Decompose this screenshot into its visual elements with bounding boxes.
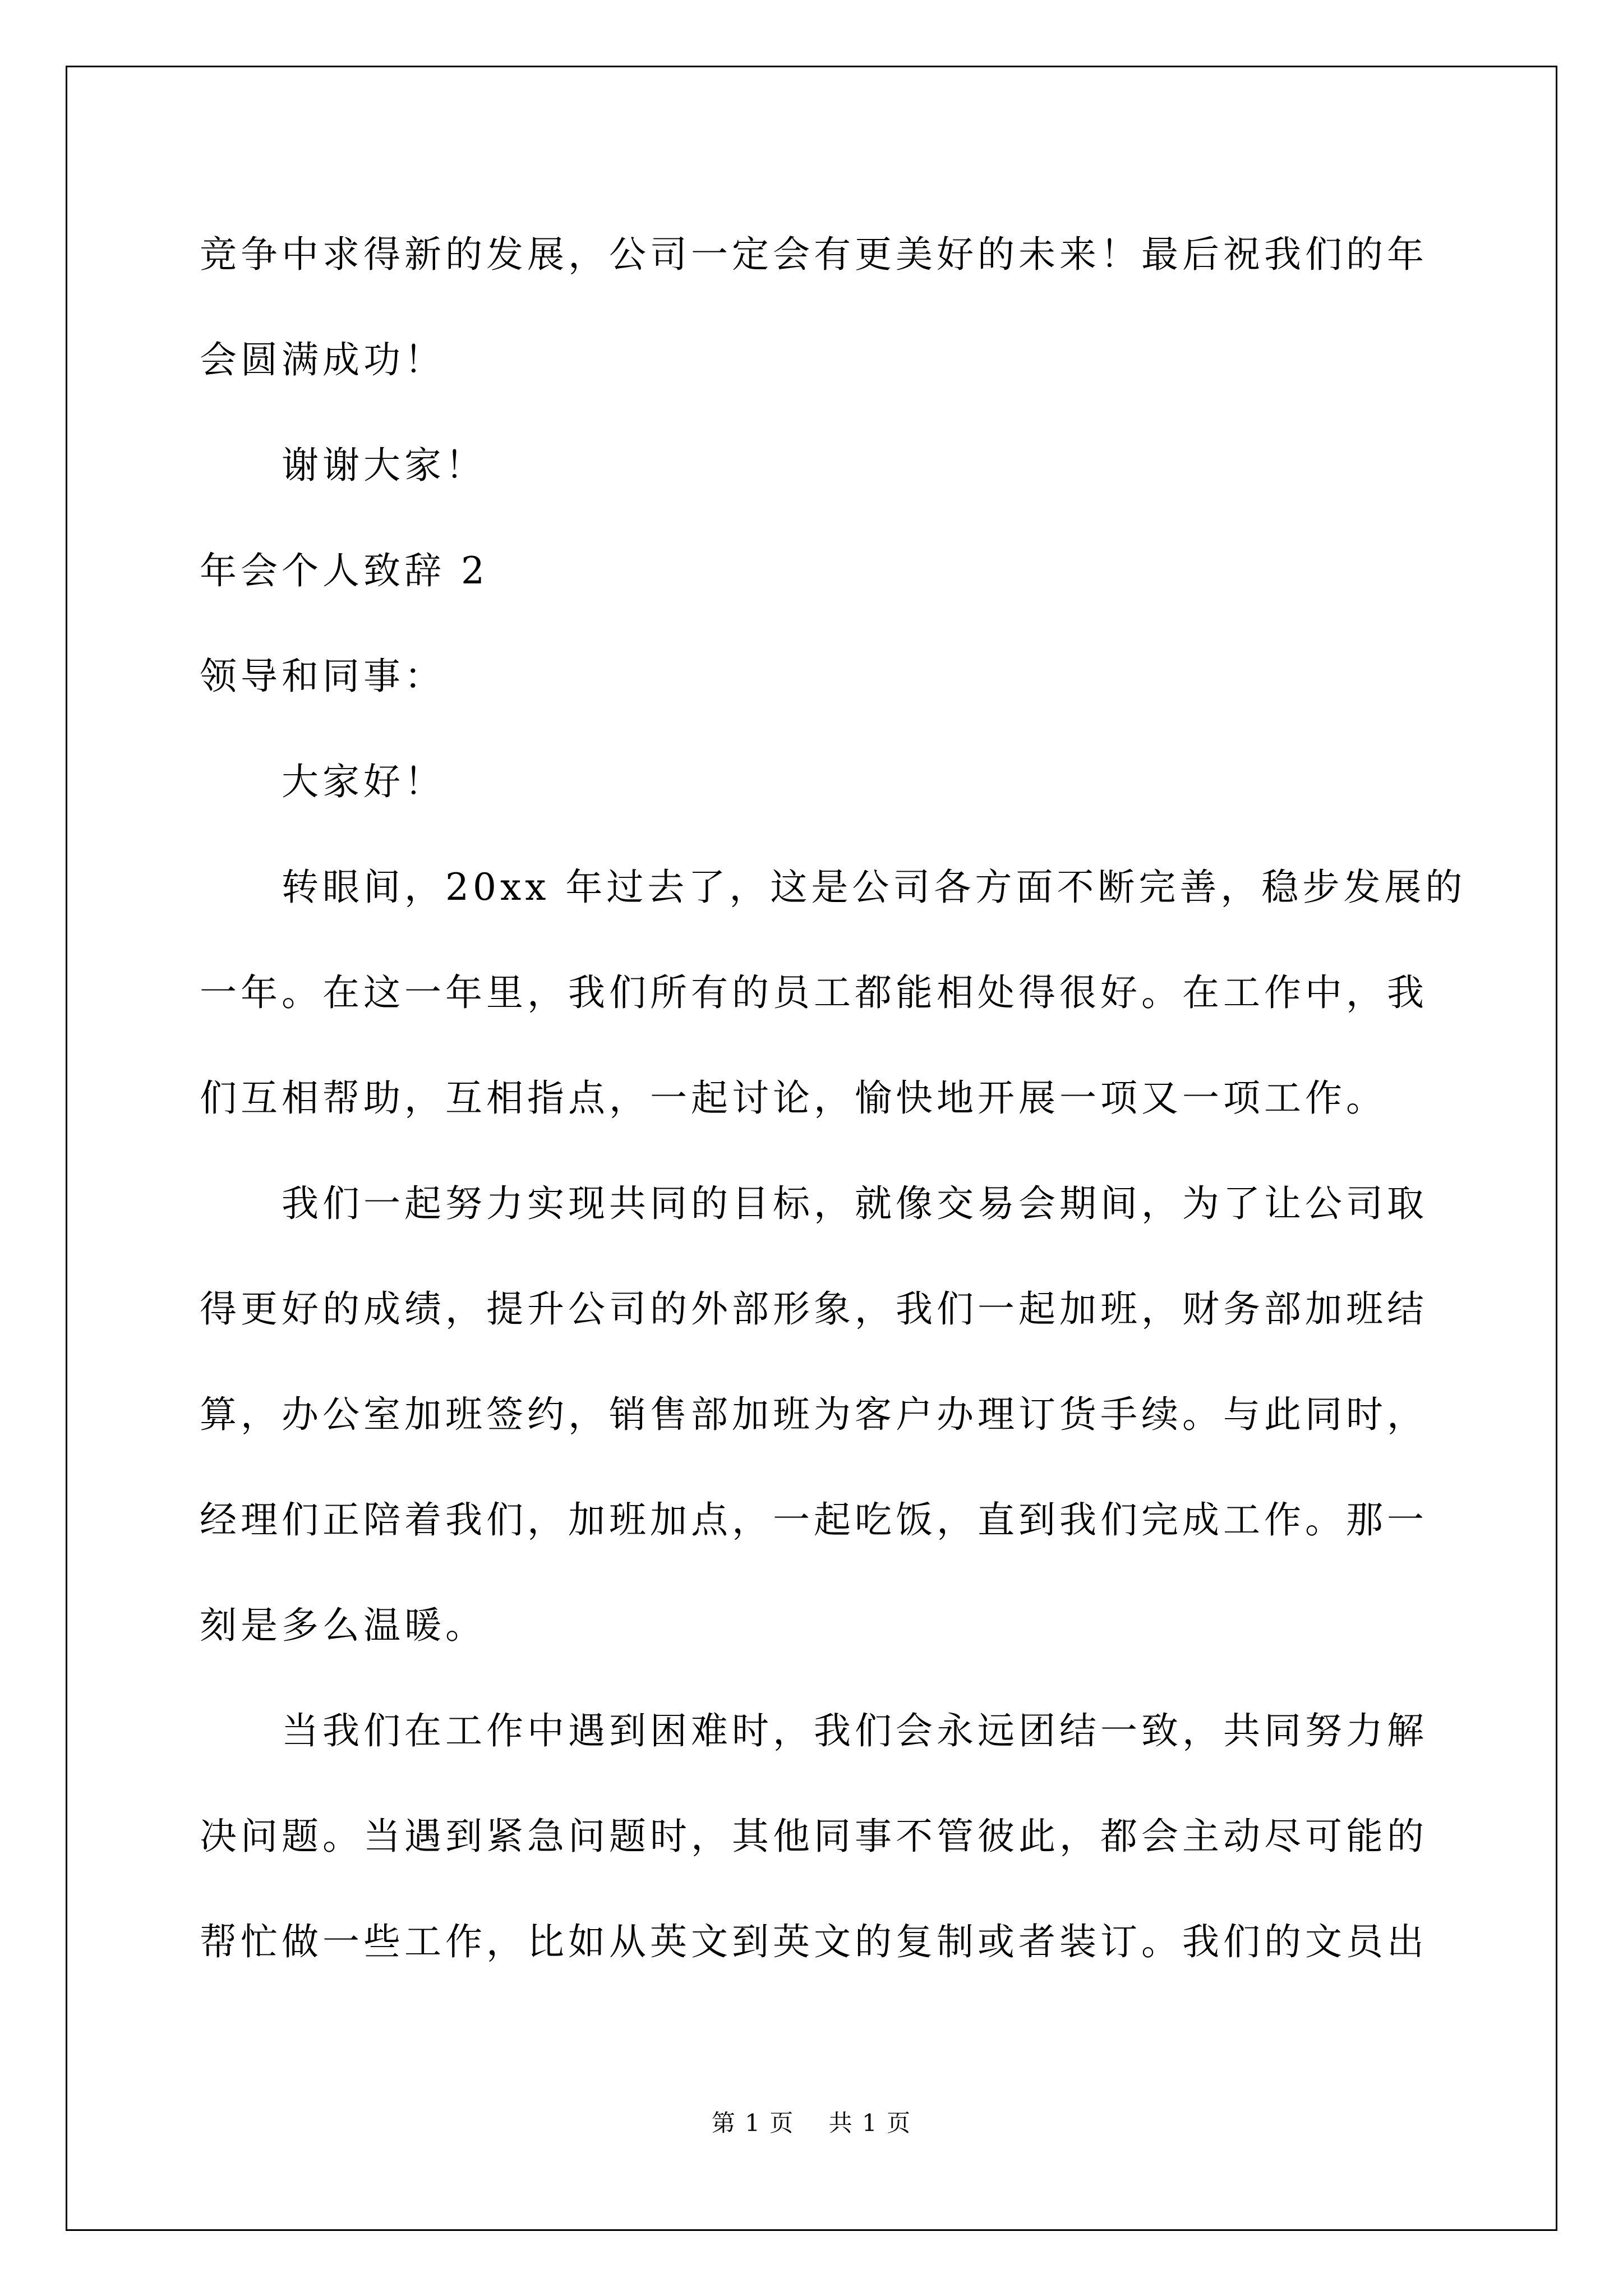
text-line: 算，办公室加班签约，销售部加班为客户办理订货手续。与此同时，	[200, 1393, 1428, 1436]
text-line: 当我们在工作中遇到困难时，我们会永远团结一致，共同努力解	[282, 1709, 1428, 1752]
text-line: 们互相帮助，互相指点，一起讨论，愉快地开展一项又一项工作。	[200, 1076, 1387, 1120]
text-line: 谢谢大家！	[282, 444, 486, 487]
text-line: 竞争中求得新的发展，公司一定会有更美好的未来！最后祝我们的年	[200, 233, 1428, 276]
document-body	[200, 202, 1467, 1995]
text-line: 一年。在这一年里，我们所有的员工都能相处得很好。在工作中，我	[200, 971, 1428, 1014]
text-line: 帮忙做一些工作，比如从英文到英文的复制或者装订。我们的文员出	[200, 1920, 1428, 1963]
text-line: 转眼间，20xx 年过去了，这是公司各方面不断完善，稳步发展的	[282, 866, 1467, 909]
page-footer	[0, 2106, 1623, 2140]
text-line: 刻是多么温暖。	[200, 1604, 486, 1647]
salutation: 领导和同事：	[200, 655, 445, 698]
text-line: 得更好的成绩，提升公司的外部形象，我们一起加班，财务部加班结	[200, 1287, 1428, 1331]
page-count: 共 1 页	[828, 2109, 912, 2137]
text-line: 我们一起努力实现共同的目标，就像交易会期间，为了让公司取	[282, 1182, 1428, 1225]
section-title: 年会个人致辞 2	[200, 549, 488, 592]
page-number: 第 1 页	[711, 2109, 795, 2137]
greeting: 大家好！	[282, 760, 445, 803]
text-line: 决问题。当遇到紧急问题时，其他同事不管彼此，都会主动尽可能的	[200, 1815, 1428, 1858]
text-line: 经理们正陪着我们，加班加点，一起吃饭，直到我们完成工作。那一	[200, 1498, 1428, 1542]
text-line: 会圆满成功！	[200, 338, 445, 381]
